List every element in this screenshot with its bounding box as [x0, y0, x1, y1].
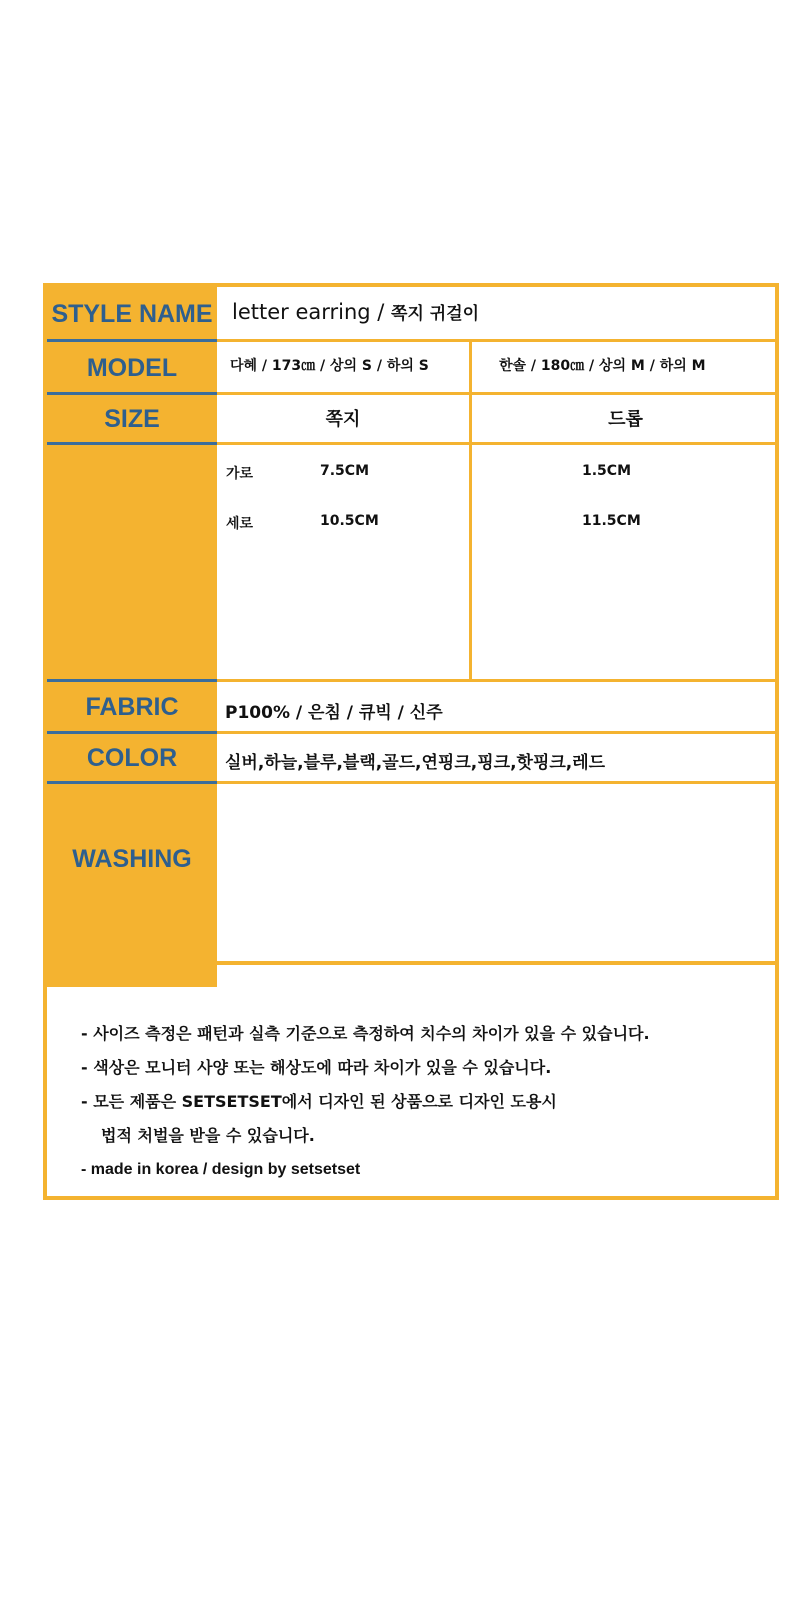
- fabric-label: FABRIC: [85, 692, 179, 721]
- style-name-label: STYLE NAME: [51, 299, 213, 328]
- size-label: SIZE: [104, 404, 160, 433]
- size-row-col2: 1.5CM: [582, 463, 632, 479]
- grid-line: [217, 781, 775, 784]
- size-row-name: 가로: [226, 466, 254, 482]
- product-info-table: [43, 283, 779, 1200]
- color-label: COLOR: [86, 743, 178, 772]
- note-line: - 색상은 모니터 사양 또는 해상도에 따라 차이가 있을 수 있습니다.: [81, 1058, 552, 1077]
- style-name-en: letter earring /: [232, 300, 392, 324]
- size-row-col2: 11.5CM: [582, 513, 641, 529]
- note-line: - 사이즈 측정은 패턴과 실측 기준으로 측정하여 치수의 차이가 있을 수 있습니다.: [81, 1024, 650, 1043]
- size-row-name: 세로: [226, 516, 254, 532]
- model-left: 다혜 / 173㎝ / 상의 S / 하의 S: [230, 358, 429, 374]
- grid-line: [217, 392, 775, 395]
- divider: [47, 442, 217, 445]
- spacer: [47, 987, 775, 991]
- size-row-col1: 10.5CM: [320, 513, 379, 529]
- size-col1-header: 쪽지: [325, 409, 361, 430]
- note-line: 법적 처벌을 받을 수 있습니다.: [101, 1126, 315, 1145]
- notes-section: [81, 1017, 741, 1187]
- size-row-col1: 7.5CM: [320, 463, 370, 479]
- grid-line: [217, 442, 775, 445]
- style-name-ko: 쪽지 귀걸이: [391, 304, 480, 324]
- model-label: MODEL: [86, 353, 178, 382]
- washing-label: WASHING: [72, 844, 192, 873]
- color-value: 실버,하늘,블루,블랙,골드,연핑크,핑크,핫핑크,레드: [225, 753, 606, 773]
- size-col2-header: 드롭: [608, 409, 643, 430]
- column-divider: [469, 339, 472, 682]
- grid-line: [217, 679, 775, 682]
- note-line: - made in korea / design by setsetset: [81, 1161, 361, 1178]
- fabric-value: P100% / 은침 / 큐빅 / 신주: [225, 703, 443, 723]
- grid-line: [47, 961, 775, 965]
- grid-line: [217, 731, 775, 734]
- style-name-value: [232, 299, 479, 324]
- model-right: 한솔 / 180㎝ / 상의 M / 하의 M: [499, 358, 706, 374]
- note-line: - 모든 제품은 SETSETSET에서 디자인 된 상품으로 디자인 도용시: [81, 1092, 557, 1111]
- grid-line: [217, 339, 775, 342]
